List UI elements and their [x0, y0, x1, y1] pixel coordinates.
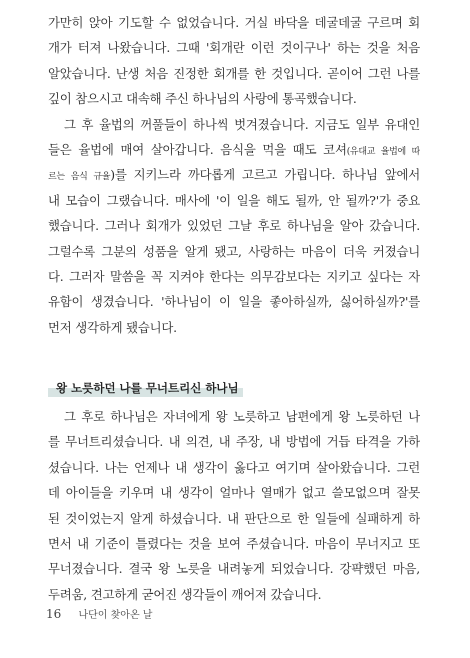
- text-line: 면서 내 기준이 틀렸다는 것을 보여 주셨습니다. 마음이 무너지고 또: [48, 535, 420, 551]
- page-footer: [46, 606, 152, 621]
- text-line: 된 것이었는지 알게 하셨습니다. 내 판단으로 한 일들에 실패하게 하: [48, 510, 420, 526]
- section-heading-text: 왕 노릇하던 나를 무너트리신 하나님: [56, 381, 239, 395]
- text-segment: 들은 율법에 매여 살아갑니다. 음식을 먹을 때도 코셔: [48, 141, 347, 157]
- book-title: 나단이 찾아온 날: [78, 610, 153, 621]
- text-line: 그 후로 하나님은 자녀에게 왕 노릇하고 남편에게 왕 노릇하던 나: [64, 409, 420, 424]
- text-line: 그 후 율법의 꺼풀들이 하나씩 벗겨졌습니다. 지금도 일부 유대인: [64, 116, 420, 132]
- text-segment: )를 지키느라 까다롭게 고르고 가립니다. 하나님 앞에서: [110, 167, 420, 183]
- text-line: [48, 137, 420, 162]
- text-line: 두려움, 견고하게 굳어진 생각들이 깨어져 갔습니다.: [48, 586, 322, 602]
- text-line: 개가 터져 나왔습니다. 그때 '회개란 이런 것이구나' 하는 것을 처음: [48, 40, 420, 56]
- text-line: 가만히 앉아 기도할 수 없었습니다. 거실 바닥을 데굴데굴 구르며 회: [48, 15, 420, 30]
- text-line: 먼저 생각하게 됐습니다.: [48, 319, 177, 335]
- text-line: 내 모습이 그랬습니다. 매사에 '이 일을 해도 될까, 안 될까?'가 중요: [48, 192, 420, 208]
- section-heading: [48, 377, 239, 399]
- body-text-bottom: [48, 404, 420, 607]
- text-line: 다. 그러자 말씀을 꼭 지켜야 한다는 의무감보다는 지키고 싶다는 자: [48, 268, 420, 284]
- text-line: 유함이 생겼습니다. '하나님이 이 일을 좋아하실까, 싫어하실까?'를: [48, 294, 420, 310]
- body-text-top: [48, 10, 420, 340]
- page-number: 16: [46, 607, 62, 621]
- text-line: 데 아이들을 키우며 내 생각이 얼마나 열매가 없고 쓸모없으며 잘못: [48, 485, 420, 501]
- text-line: 했습니다. 그러나 회개가 있었던 그날 후로 하나님을 알아 갔습니다.: [48, 218, 420, 234]
- text-line: 깊이 참으시고 대속해 주신 하나님의 사랑에 통곡했습니다.: [48, 91, 357, 107]
- text-line: 를 무너트리셨습니다. 내 의견, 내 주장, 내 방법에 거듭 타격을 가하: [48, 434, 420, 450]
- text-line: [48, 162, 420, 187]
- kosher-note-cont: 르는 음식 규율: [48, 172, 111, 183]
- text-line: 알았습니다. 난생 처음 진정한 회개를 한 것입니다. 곧이어 그런 나를: [48, 65, 420, 81]
- text-line: 무너졌습니다. 결국 왕 노릇을 내려놓게 되었습니다. 강퍅했던 마음,: [48, 561, 420, 577]
- text-line: 그럴수록 그분의 성품을 알게 됐고, 사랑하는 마음이 더욱 커졌습니: [48, 243, 420, 259]
- text-line: 셨습니다. 나는 언제나 내 생각이 옳다고 여기며 살아왔습니다. 그런: [48, 459, 420, 475]
- kosher-note: (유대교 율법에 따: [346, 146, 420, 157]
